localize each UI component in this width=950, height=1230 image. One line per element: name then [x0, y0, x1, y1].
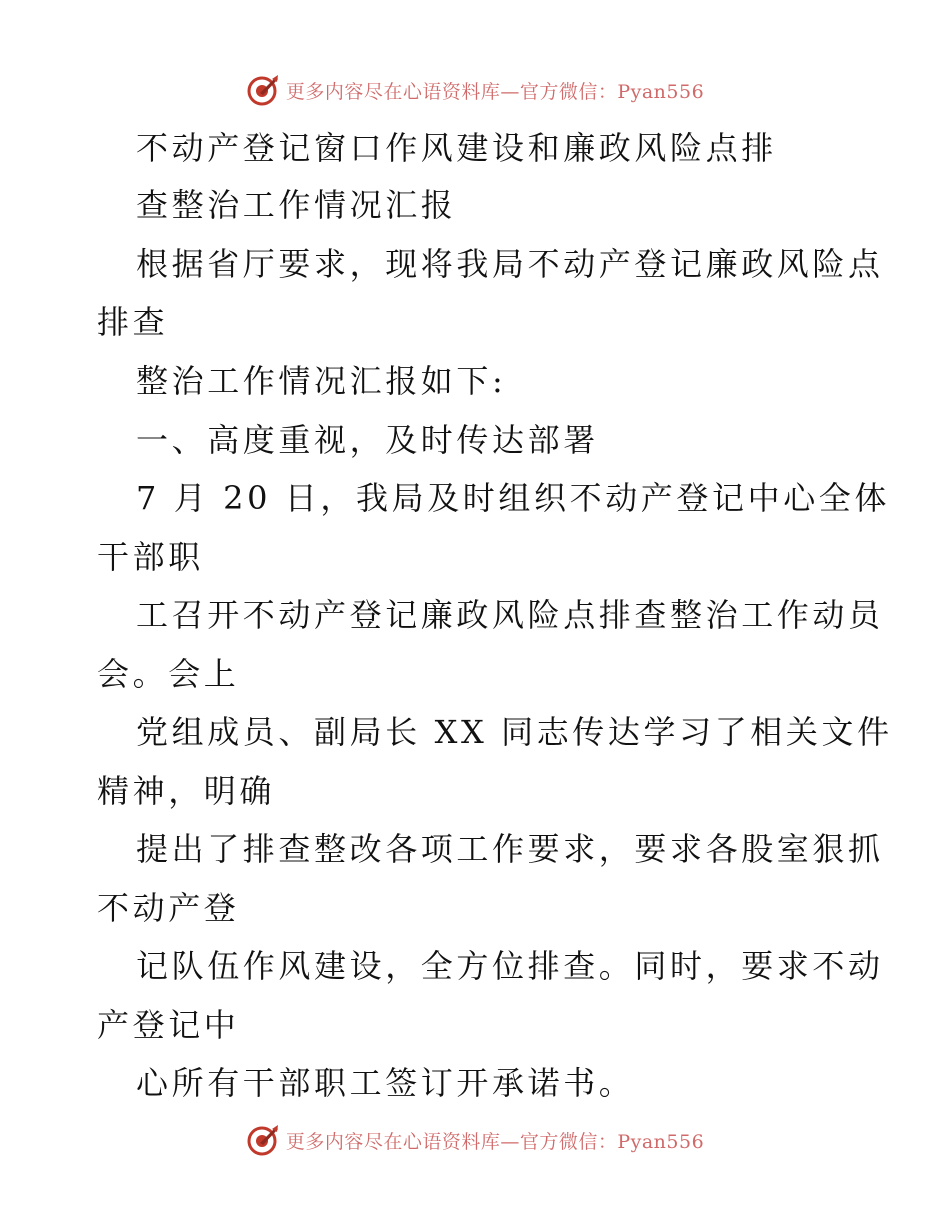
paragraph-line: 根据省厅要求，现将我局不动产登记廉政风险点 [136, 245, 884, 283]
paragraph-line: 党组成员、副局长 XX 同志传达学习了相关文件 [136, 713, 893, 751]
paragraph-line: 整治工作情况汇报如下: [136, 362, 507, 400]
section-heading: 一、高度重视，及时传达部署 [136, 421, 599, 459]
paragraph-line: 工召开不动产登记廉政风险点排查整治工作动员 [136, 596, 884, 634]
watermark-text: 更多内容尽在心语资料库—官方微信：Pyan556 [285, 1130, 705, 1153]
paragraph-line: 提出了排查整改各项工作要求，要求各股室狠抓 [136, 830, 884, 868]
paragraph-line: 产登记中 [97, 1006, 240, 1044]
paragraph-line: 7 月 20 日，我局及时组织不动产登记中心全体 [136, 479, 890, 517]
paragraph-line: 精神，明确 [97, 772, 276, 810]
quill-logo-icon [246, 1123, 280, 1157]
paragraph-line: 排查 [97, 303, 169, 341]
paragraph-line: 会。会上 [97, 655, 240, 693]
doc-title-line-1: 不动产登记窗口作风建设和廉政风险点排 [136, 129, 777, 167]
bottom-watermark [0, 1120, 950, 1160]
watermark-text: 更多内容尽在心语资料库—官方微信：Pyan556 [285, 80, 705, 103]
paragraph-line: 干部职 [97, 538, 204, 576]
doc-title-line-2: 查整治工作情况汇报 [136, 186, 457, 224]
paragraph-line: 记队伍作风建设，全方位排查。同时，要求不动 [136, 947, 884, 985]
paragraph-line: 心所有干部职工签订开承诺书。 [136, 1064, 635, 1102]
paragraph-line: 不动产登 [97, 889, 240, 927]
